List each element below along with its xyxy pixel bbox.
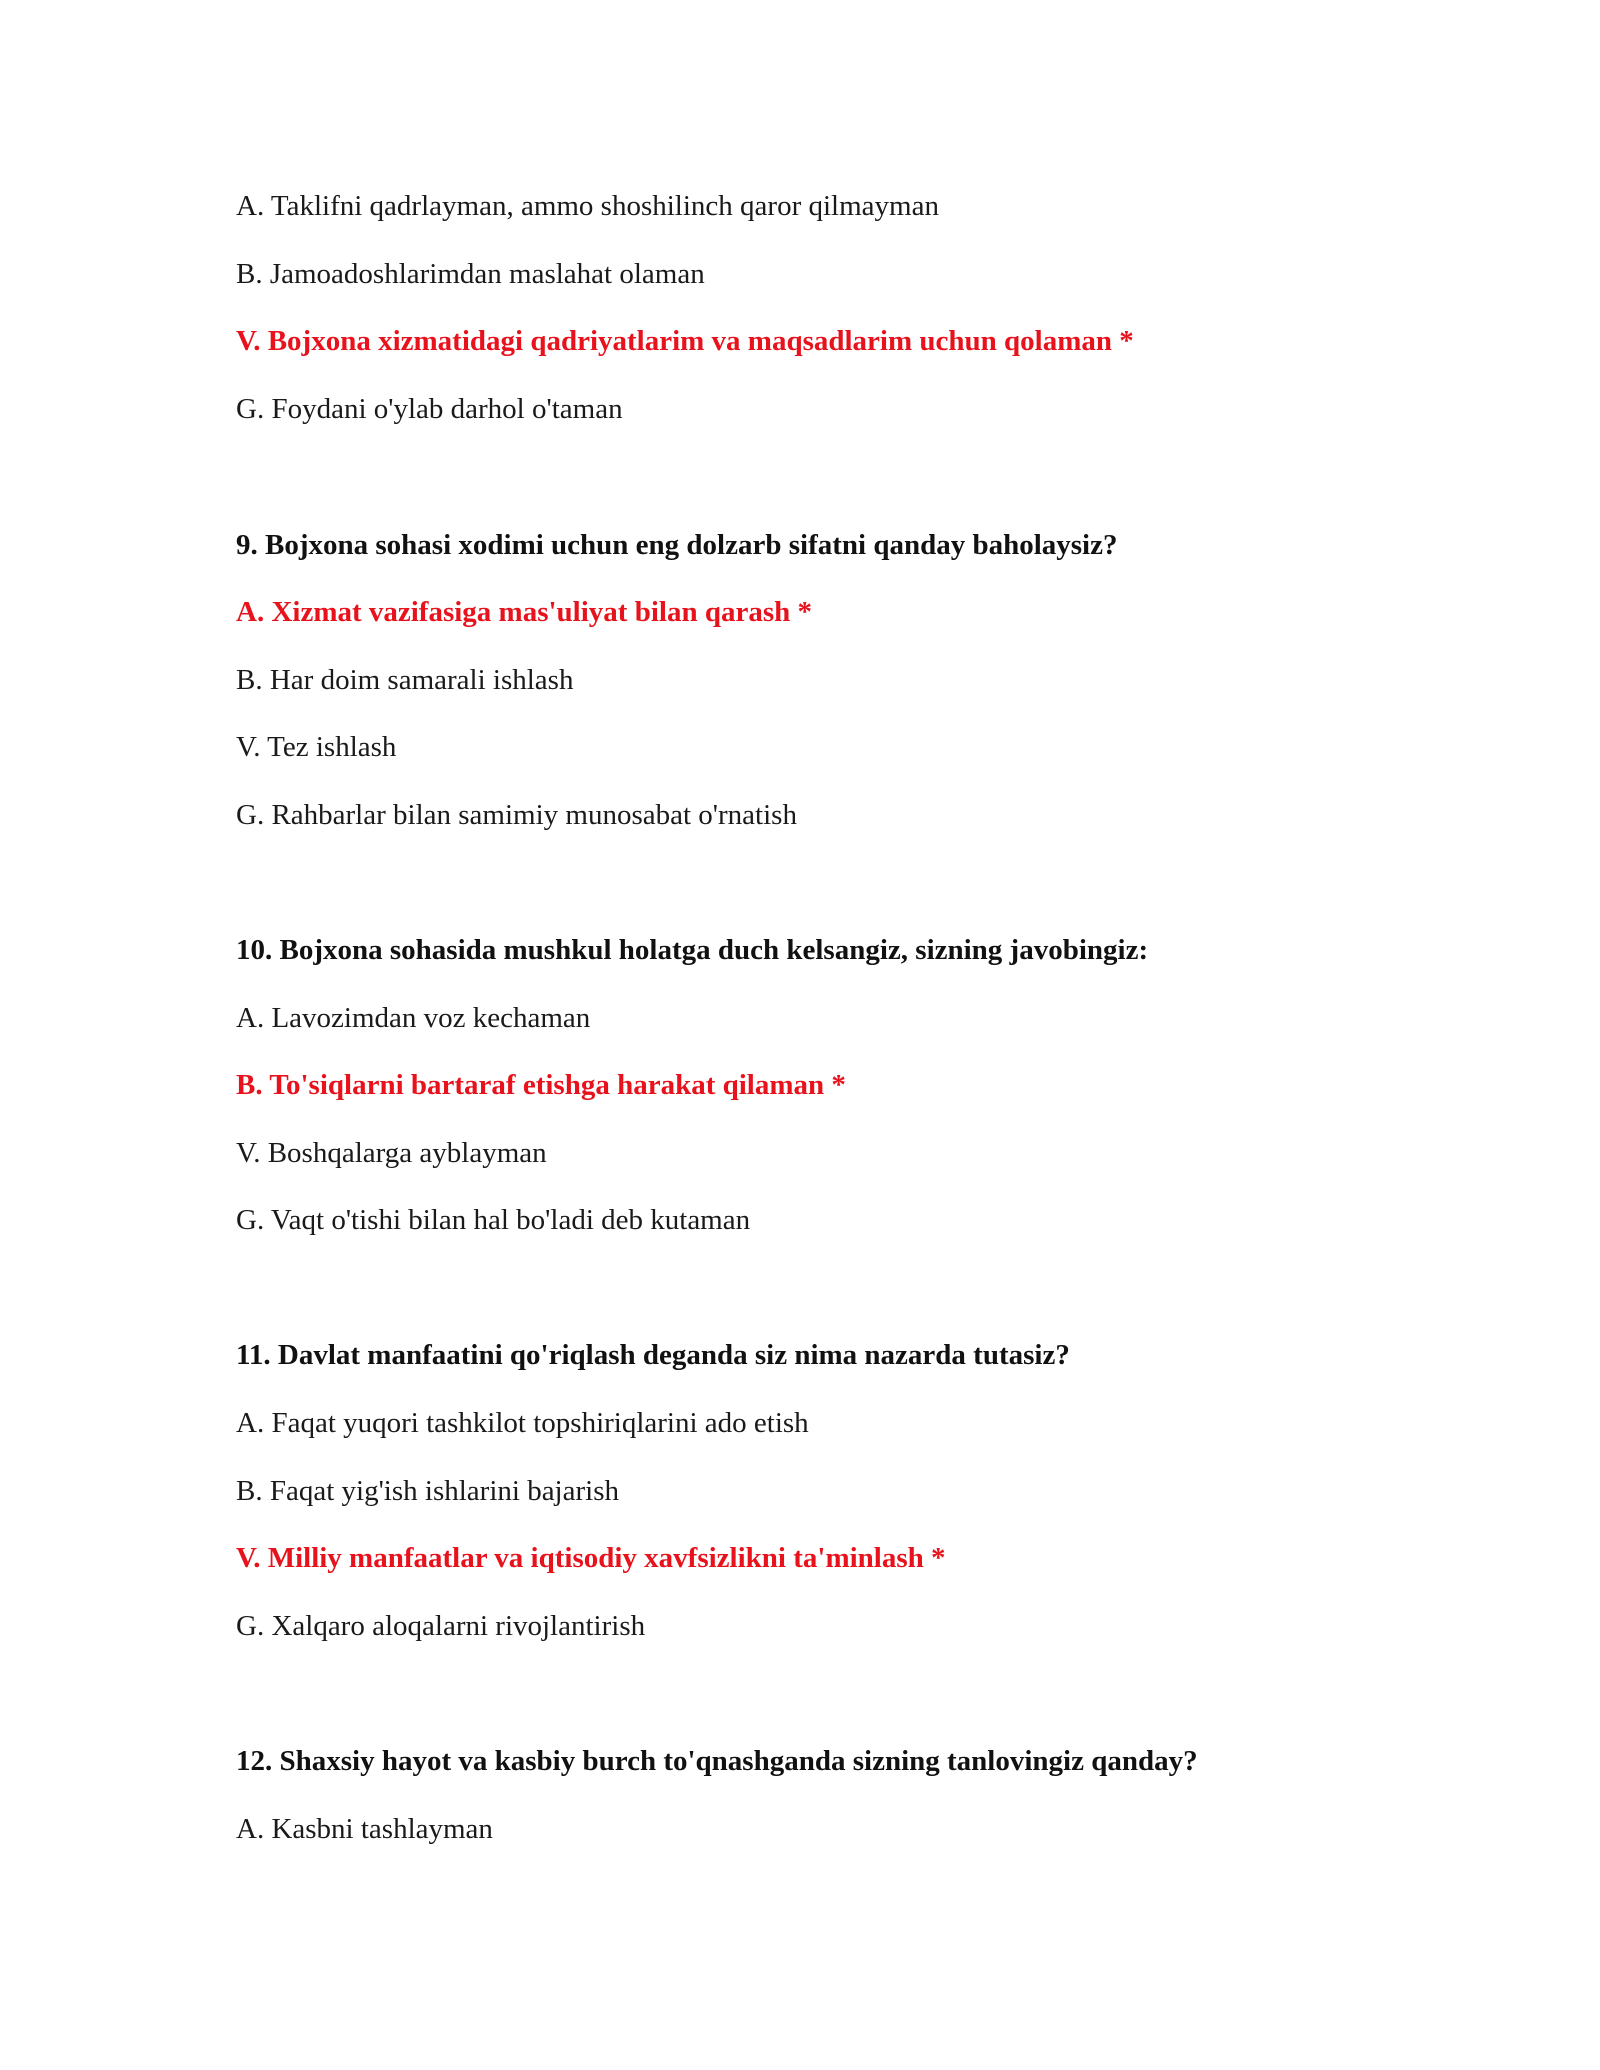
option-8-b: B. Jamoadoshlarimdan maslahat olaman	[236, 258, 705, 290]
option-8-v-correct: V. Bojxona xizmatidagi qadriyatlarim va maqsadlarim uchun qolaman *	[236, 325, 1134, 357]
option-11-g: G. Xalqaro aloqalarni rivojlantirish	[236, 1610, 646, 1642]
option-9-a-correct: A. Xizmat vazifasiga mas'uliyat bilan qarash *	[236, 596, 812, 628]
option-10-v: V. Boshqalarga ayblayman	[236, 1137, 547, 1169]
option-10-a: A. Lavozimdan voz kechaman	[236, 1002, 591, 1034]
option-11-a: A. Faqat yuqori tashkilot topshiriqlarini ado etish	[236, 1407, 809, 1439]
question-9: 9. Bojxona sohasi xodimi uchun eng dolzarb sifatni qanday baholaysiz?	[236, 529, 1118, 561]
question-11: 11. Davlat manfaatini qo'riqlash deganda siz nima nazarda tutasiz?	[236, 1339, 1070, 1371]
option-9-v: V. Tez ishlash	[236, 731, 397, 763]
option-10-b-correct: B. To'siqlarni bartaraf etishga harakat qilaman *	[236, 1069, 846, 1101]
option-11-v-correct: V. Milliy manfaatlar va iqtisodiy xavfsizlikni ta'minlash *	[236, 1542, 946, 1574]
option-9-g: G. Rahbarlar bilan samimiy munosabat o'rnatish	[236, 799, 797, 831]
option-8-a: A. Taklifni qadrlayman, ammo shoshilinch qaror qilmayman	[236, 190, 939, 222]
question-12: 12. Shaxsiy hayot va kasbiy burch to'qnashganda sizning tanlovingiz qanday?	[236, 1745, 1198, 1777]
option-12-a: A. Kasbni tashlayman	[236, 1813, 493, 1845]
option-10-g: G. Vaqt o'tishi bilan hal bo'ladi deb kutaman	[236, 1204, 751, 1236]
question-10: 10. Bojxona sohasida mushkul holatga duch kelsangiz, sizning javobingiz:	[236, 934, 1149, 966]
option-9-b: B. Har doim samarali ishlash	[236, 664, 574, 696]
option-11-b: B. Faqat yig'ish ishlarini bajarish	[236, 1475, 619, 1507]
option-8-g: G. Foydani o'ylab darhol o'taman	[236, 393, 623, 425]
